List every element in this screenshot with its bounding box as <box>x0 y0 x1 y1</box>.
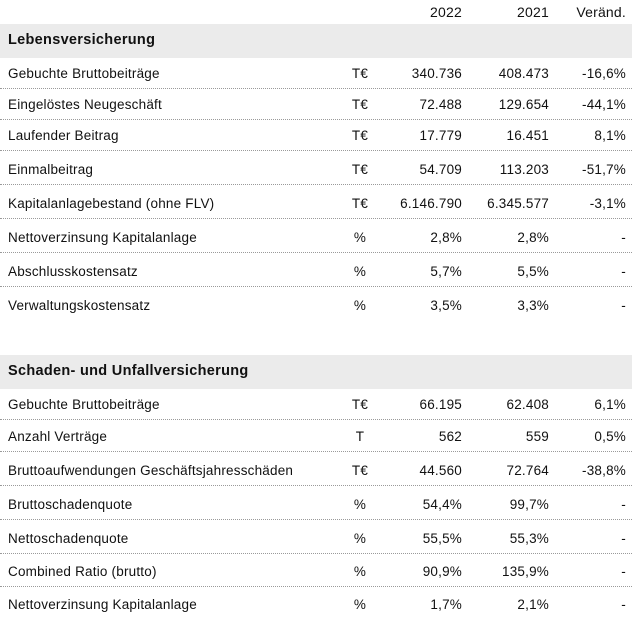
row-value-2021: 55,3% <box>509 531 549 546</box>
table-row <box>0 120 632 151</box>
row-value-2021: 2,1% <box>517 597 549 612</box>
row-label: Nettoschadenquote <box>8 531 129 546</box>
row-label: Nettoverzinsung Kapitalanlage <box>8 230 197 245</box>
row-value-2022: 5,7% <box>430 264 462 279</box>
row-unit: T€ <box>351 196 369 211</box>
table-row <box>0 489 632 520</box>
row-unit: T€ <box>351 97 369 112</box>
row-unit: T <box>355 429 365 444</box>
row-value-2021: 559 <box>525 429 549 444</box>
section-title: Lebensversicherung <box>8 32 156 48</box>
row-value-2021: 5,5% <box>517 264 549 279</box>
row-value-2022: 1,7% <box>430 597 462 612</box>
row-label: Bruttoaufwendungen Geschäftsjahresschäden <box>8 463 294 478</box>
table-row <box>0 188 632 219</box>
row-value-2022: 17.779 <box>419 128 462 143</box>
column-header-change: Veränd. <box>576 4 626 20</box>
table-row <box>0 222 632 253</box>
row-change: - <box>621 264 626 279</box>
row-value-2021: 3,3% <box>517 298 549 313</box>
table-row <box>0 89 632 120</box>
row-label: Einmalbeitrag <box>8 162 94 177</box>
row-change: -3,1% <box>589 196 626 211</box>
row-change: 8,1% <box>594 128 626 143</box>
row-value-2022: 3,5% <box>430 298 462 313</box>
row-unit: % <box>353 564 367 579</box>
row-value-2021: 113.203 <box>499 162 549 177</box>
row-unit: T€ <box>351 397 369 412</box>
section-header-life-insurance <box>0 24 632 58</box>
row-change: - <box>621 230 626 245</box>
row-unit: T€ <box>351 128 369 143</box>
table-row <box>0 58 632 89</box>
row-value-2022: 340.736 <box>411 66 462 81</box>
row-value-2022: 54,4% <box>422 497 462 512</box>
row-change: -51,7% <box>582 162 626 177</box>
row-value-2021: 62.408 <box>506 397 549 412</box>
column-header-2022: 2022 <box>430 4 462 20</box>
row-unit: % <box>353 298 367 313</box>
row-value-2021: 99,7% <box>509 497 549 512</box>
table-row <box>0 523 632 554</box>
table-row <box>0 455 632 486</box>
row-value-2021: 129.654 <box>498 97 549 112</box>
row-value-2022: 72.488 <box>419 97 462 112</box>
row-change: 6,1% <box>594 397 626 412</box>
row-value-2021: 408.473 <box>498 66 549 81</box>
section-title: Schaden- und Unfallversicherung <box>8 363 249 379</box>
row-label: Laufender Beitrag <box>8 128 119 143</box>
row-value-2022: 54.709 <box>419 162 462 177</box>
section-header-property-casualty <box>0 355 632 389</box>
row-value-2022: 562 <box>438 429 462 444</box>
row-label: Kapitalanlagebestand (ohne FLV) <box>8 196 215 211</box>
table-row <box>0 256 632 287</box>
row-unit: % <box>353 230 367 245</box>
row-change: - <box>621 298 626 313</box>
row-value-2021: 6.345.577 <box>487 196 549 211</box>
row-value-2022: 2,8% <box>430 230 462 245</box>
row-unit: % <box>353 597 367 612</box>
row-label: Anzahl Verträge <box>8 429 108 444</box>
row-label: Bruttoschadenquote <box>8 497 133 512</box>
row-change: -44,1% <box>582 97 626 112</box>
table-row <box>0 290 632 320</box>
row-change: -38,8% <box>582 463 626 478</box>
row-value-2022: 6.146.790 <box>400 196 462 211</box>
row-change: 0,5% <box>594 429 626 444</box>
table-row <box>0 556 632 587</box>
row-unit: % <box>353 531 367 546</box>
row-change: - <box>621 597 626 612</box>
row-label: Abschlusskostensatz <box>8 264 138 279</box>
row-value-2022: 90,9% <box>422 564 462 579</box>
row-value-2022: 55,5% <box>422 531 462 546</box>
row-value-2021: 135,9% <box>502 564 549 579</box>
row-label: Gebuchte Bruttobeiträge <box>8 397 160 412</box>
row-unit: % <box>353 264 367 279</box>
row-label: Gebuchte Bruttobeiträge <box>8 66 160 81</box>
row-value-2021: 2,8% <box>517 230 549 245</box>
table-row <box>0 389 632 420</box>
row-label: Combined Ratio (brutto) <box>8 564 157 579</box>
table-row <box>0 154 632 185</box>
column-header-row <box>0 0 632 24</box>
row-change: - <box>621 531 626 546</box>
row-label: Nettoverzinsung Kapitalanlage <box>8 597 197 612</box>
row-change: - <box>621 497 626 512</box>
row-change: - <box>621 564 626 579</box>
row-unit: T€ <box>351 162 369 177</box>
table-row <box>0 589 632 619</box>
row-unit: % <box>353 497 367 512</box>
row-unit: T€ <box>351 66 369 81</box>
row-change: -16,6% <box>582 66 626 81</box>
row-value-2022: 44.560 <box>419 463 462 478</box>
row-unit: T€ <box>351 463 369 478</box>
row-value-2021: 72.764 <box>506 463 549 478</box>
row-label: Verwaltungskostensatz <box>8 298 151 313</box>
row-value-2022: 66.195 <box>419 397 462 412</box>
column-header-2021: 2021 <box>517 4 549 20</box>
row-value-2021: 16.451 <box>506 128 549 143</box>
row-label: Eingelöstes Neugeschäft <box>8 97 162 112</box>
table-row <box>0 421 632 452</box>
